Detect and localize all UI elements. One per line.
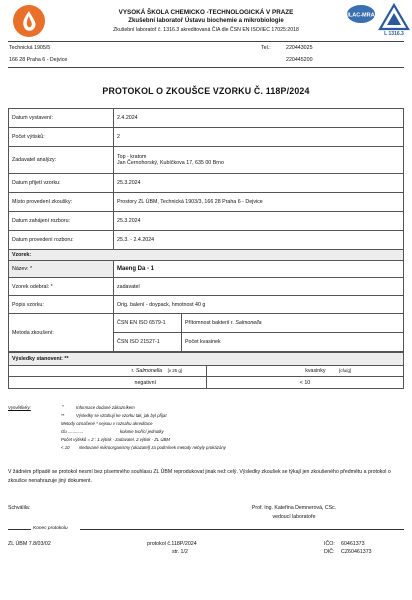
protocol-title: PROTOKOL O ZKOUŠCE VZORKU Č. 118P/2024 — [102, 86, 310, 96]
row-label: Místo provedení zkoušky: — [9, 193, 114, 212]
table-row — [9, 147, 404, 174]
result-col-unit: [cfu/g] — [339, 368, 351, 373]
results-header: Výsledky stanovení: ** — [9, 353, 404, 366]
school-name: VYSOKÁ ŠKOLA CHEMICKO -TECHNOLOGICKÁ V PRAZE — [118, 9, 294, 16]
method-norm: ČSN ISO 21527-1 — [114, 333, 182, 352]
end-line — [80, 529, 404, 530]
row-label: Datum provedení rozboru: — [9, 231, 114, 250]
note-text: cfu ............. — [61, 429, 84, 434]
client-name: Top - kratom — [117, 154, 147, 160]
row-label: Datum vystavení: — [9, 109, 114, 128]
note-text: Informace dodané zákazníkem — [76, 405, 135, 410]
results-table — [8, 352, 404, 389]
method-label: Metoda zkoušení: — [9, 314, 114, 352]
table-row — [9, 377, 404, 389]
signatory-name: Prof. Ing. Kateřina Demnerová, CSc. — [251, 505, 337, 511]
sample-desc-label: Popis vzorku: — [9, 296, 114, 314]
info-table — [8, 108, 404, 250]
table-row — [9, 109, 404, 128]
row-value — [114, 147, 404, 174]
sample-taken-label: Vzorek odebral: * — [9, 278, 114, 296]
row-label: Datum přijetí vzorku: — [9, 174, 114, 193]
table-row — [9, 193, 404, 212]
result-col-text: r. — [131, 368, 136, 374]
divider — [8, 41, 404, 42]
tel-label: Tel.: — [261, 45, 271, 51]
method-desc-text: Přítomnost bakterií r. — [185, 320, 236, 326]
table-row — [9, 314, 404, 333]
ilac-logo-text: ILAC-MRA — [347, 12, 375, 19]
doc-code: ZL ÚBM 7.8/03/02 — [8, 541, 51, 547]
disclaimer: V žádném případě se protokol nesmí bez písemného souhlasu ZL ÚBM reprodukovat jinak než celý. Výsledky zkoušek se týkají jen zkoušeného předmětu a protokol o zkoušce nenahrazuje jiný dokument. — [8, 469, 391, 484]
method-desc — [182, 314, 404, 333]
row-value: 25.3.2024 — [114, 174, 404, 193]
footer-protocol: protokol č.118P/2024 — [147, 541, 197, 547]
sample-header: Vzorek: — [9, 250, 404, 261]
accreditation-text: Zkušební laboratoř č. 1316.3 akreditovaná ČIA dle ČSN EN ISO/IEC 17025:2018 — [113, 27, 299, 33]
address-city: 166 28 Praha 6 - Dejvice — [9, 57, 68, 63]
method-desc-genus: Salmonella — [235, 320, 262, 326]
table-row — [9, 366, 404, 377]
badge-text: L 1316.3 — [384, 31, 404, 36]
note-mark: ** — [61, 413, 65, 418]
end-line — [8, 529, 31, 530]
row-value: Prostory ZL ÚBM, Technická 1903/3, 166 28 Praha 6 - Dejvice — [114, 193, 404, 212]
dic-value: CZ60461373 — [341, 549, 372, 555]
ico-label: IČO: — [324, 541, 335, 547]
note-mark: * — [62, 404, 64, 409]
row-value: 2 — [114, 128, 404, 147]
sample-table — [8, 249, 404, 352]
table-row — [9, 212, 404, 231]
row-label: Zadavatel analýzy: — [9, 147, 114, 174]
table-row — [9, 231, 404, 250]
page-number: str. 1/2 — [172, 549, 188, 555]
tel-1: 220443025 — [286, 45, 313, 51]
row-label: Datum zahájení rozboru: — [9, 212, 114, 231]
result-col-text: kvasinky — [305, 368, 326, 374]
row-label: Počet výtisků: — [9, 128, 114, 147]
note-text: Výsledky se vztahují ke vzorku tak, jak byl přijat — [76, 413, 167, 418]
divider — [8, 67, 404, 68]
note-text: kolonie tvořící jednotky — [120, 429, 164, 434]
row-value: 2.4.2024 — [114, 109, 404, 128]
row-value: 25.3. - 2.4.2024 — [114, 231, 404, 250]
note-text: Metody označené * nejsou v rozsahu akreditace — [61, 421, 153, 426]
result-col-genus: Salmonella — [135, 368, 163, 374]
method-desc: Počet kvasinek — [182, 333, 404, 352]
result-value-salmonella: negativní — [9, 377, 207, 389]
table-row — [9, 278, 404, 296]
table-row — [9, 353, 404, 366]
signatory-role: vedoucí laboratoře — [272, 514, 316, 520]
client-address: Jan Černohorský, Kubíčkova 17, 635 00 Brno — [117, 160, 224, 166]
tel-2: 220445200 — [286, 57, 313, 63]
sample-taken-value: zadavatel — [114, 278, 404, 296]
note-text: < 10 — [61, 445, 70, 450]
ico-value: 60461373 — [341, 541, 365, 547]
notes-title: Vysvětlivky: — [8, 405, 31, 410]
table-row — [9, 128, 404, 147]
note-text: Počet výtisků = 2 : 1.výtisk - zadavatel, 2.výtisk - ZL ÚBM — [61, 437, 170, 442]
lab-name: Zkušební laboratoř Ústavu biochemie a mikrobiologie — [128, 17, 284, 24]
sample-desc-value: Orig. balení - doypack, hmotnost 40 g — [114, 296, 404, 314]
approved-label: Schválila: — [8, 505, 31, 511]
end-label: Konec protokolu — [33, 526, 68, 531]
sample-name-label: Název: * — [9, 261, 114, 278]
method-norm: ČSN EN ISO 6579-1 — [114, 314, 182, 333]
table-row — [9, 261, 404, 278]
table-row — [9, 296, 404, 314]
result-value-yeasts: < 10 — [207, 377, 404, 389]
result-col-unit: [v 25 g] — [167, 368, 182, 373]
sample-name-value: Maeng Da - 1 — [114, 261, 404, 278]
row-value: 25.3.2024 — [114, 212, 404, 231]
table-row — [9, 174, 404, 193]
result-col-salmonella — [9, 366, 207, 377]
table-row — [9, 250, 404, 261]
address-street: Technická 1905/5 — [9, 45, 51, 51]
note-text: sledované mikroorganismy (ukazatel) za podmínek metody nebyly prokázány — [79, 445, 226, 450]
dic-label: DIČ: — [324, 549, 335, 555]
result-col-yeasts — [207, 366, 404, 377]
